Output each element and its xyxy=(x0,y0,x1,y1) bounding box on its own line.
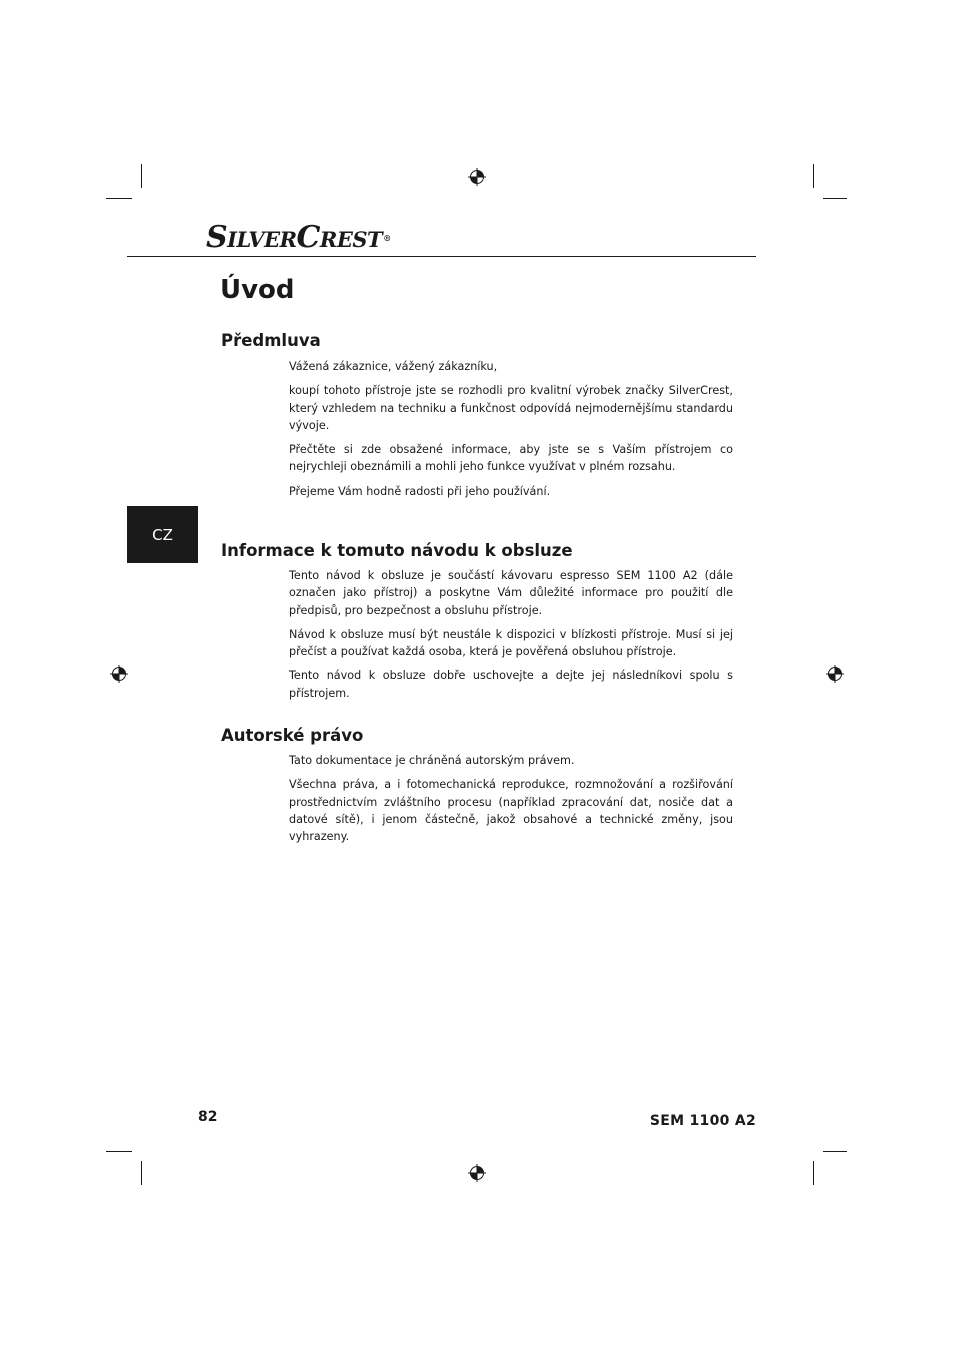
crop-mark xyxy=(141,1161,142,1185)
crop-mark xyxy=(813,164,814,188)
registration-mark-icon xyxy=(468,168,486,186)
paragraph: Tento návod k obsluze dobře uschovejte a dejte jej následníkovi spolu s přístrojem. xyxy=(289,669,733,700)
paragraph: Přejeme Vám hodně radosti při jeho používání. xyxy=(289,484,551,498)
section-body-informace xyxy=(289,567,733,702)
paragraph: Vážená zákaznice, vážený zákazníku, xyxy=(289,360,498,373)
registered-mark: ® xyxy=(383,233,391,243)
section-body-predmluva xyxy=(289,358,733,500)
section-heading-predmluva: Předmluva xyxy=(221,331,321,350)
language-tab: CZ xyxy=(127,506,198,563)
crop-mark xyxy=(813,1161,814,1185)
page-number: 82 xyxy=(198,1109,218,1125)
logo-letters: REST xyxy=(319,227,383,252)
brand-logo xyxy=(206,220,391,255)
logo-letter: C xyxy=(296,220,320,255)
registration-mark-icon xyxy=(110,665,128,683)
model-number: SEM 1100 A2 xyxy=(649,1113,756,1129)
logo-letter: S xyxy=(206,220,228,255)
logo-letters: ILVER xyxy=(227,227,297,252)
page-title: Úvod xyxy=(220,275,295,305)
crop-mark xyxy=(823,1151,847,1152)
registration-mark-icon xyxy=(826,665,844,683)
section-heading-informace: Informace k tomuto návodu k obsluze xyxy=(221,541,573,560)
paragraph: Všechna práva, a i fotomechanická reprodukce, rozmnožování a rozšiřování prostřednictvím zvláštního procesu (například zpracování dat, nosiče dat a datové sítě), i jenom částečně, jakož obsahové a technické změny, jsou vyhrazeny. xyxy=(289,778,733,844)
paragraph: Tento návod k obsluze je součástí kávovaru espresso SEM 1100 A2 (dále označen jako přístroj) a poskytne Vám důležité informace pro použití dle předpisů, pro bezpečnost a obsluhu přístroje. xyxy=(289,569,733,617)
section-body-autorske-pravo xyxy=(289,752,733,845)
crop-mark xyxy=(106,198,132,199)
paragraph: koupí tohoto přístroje jste se rozhodli pro kvalitní výrobek značky SilverCrest, který vzhledem na techniku a funkčnost odpovídá nejmodernějšímu standardu vývoje. xyxy=(289,384,733,432)
paragraph: Tato dokumentace je chráněná autorským právem. xyxy=(289,754,575,767)
crop-mark xyxy=(823,198,847,199)
paragraph: Přečtěte si zde obsažené informace, aby jste se s Vaším přístrojem co nejrychleji obeznámili a mohli jeho funkce využívat v plném rozsahu. xyxy=(289,443,733,474)
section-heading-autorske-pravo: Autorské právo xyxy=(221,726,364,745)
crop-mark xyxy=(141,164,142,188)
crop-mark xyxy=(106,1151,132,1152)
registration-mark-icon xyxy=(468,1164,486,1182)
paragraph: Návod k obsluze musí být neustále k dispozici v blízkosti přístroje. Musí si jej přečíst a používat každá osoba, která je pověřená obsluhou přístroje. xyxy=(289,627,733,659)
header-rule xyxy=(127,256,756,257)
